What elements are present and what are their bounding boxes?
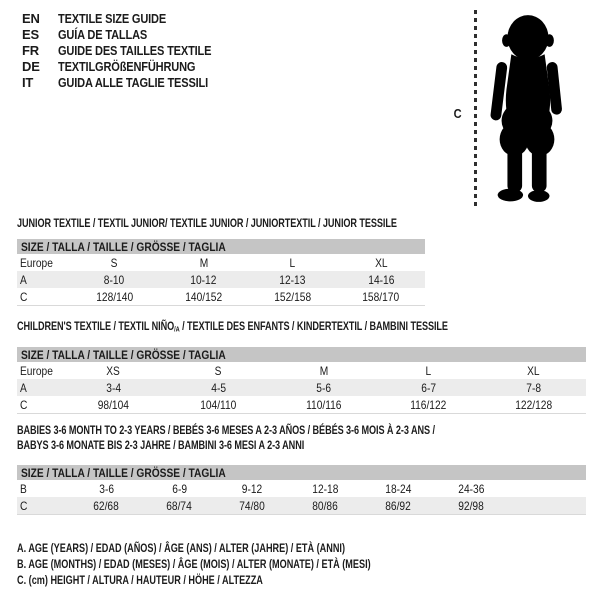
table-cell: 152/158 (274, 289, 311, 304)
language-code: ES (22, 27, 39, 42)
language-code: FR (22, 43, 39, 58)
table-cell: 5-6 (271, 379, 376, 396)
row-label: A (17, 271, 70, 288)
language-row (22, 27, 163, 43)
table-cell: XS (106, 363, 121, 378)
table-cell: 110/116 (305, 397, 342, 412)
table-cell: 6-7 (376, 379, 481, 396)
row-label: Europe (20, 363, 53, 378)
table-cell: M (319, 363, 328, 378)
row-label: Europe (20, 255, 53, 270)
table-cell: 116/122 (410, 397, 447, 412)
table-cell: 158/170 (362, 289, 400, 304)
table-cell: 6-9 (172, 481, 187, 496)
table-cell-spacer (508, 480, 586, 497)
table-cell: 80/86 (289, 497, 362, 515)
language-row (22, 75, 235, 91)
row-label: C (20, 397, 28, 412)
babies-title-line1: BABIES 3-6 MONTH TO 2-3 YEARS / BEBÉS 3-6 MESES A 2-3 AÑOS / BÉBÉS 3-6 MOIS À 2-3 ANS / (17, 423, 435, 437)
table-cell: L (289, 255, 296, 270)
table-cell: 98/104 (97, 397, 130, 412)
table-cell: 14-16 (337, 271, 425, 288)
babies-title-line2: BABYS 3-6 MONATE BIS 2-3 JAHRE / BAMBINI 3-6 MESI A 2-3 ANNI (17, 438, 305, 452)
table-cell: 24-36 (458, 481, 485, 496)
table-cell: 8-10 (70, 271, 159, 288)
note-b: B. AGE (MONTHS) / EDAD (MESES) / ÂGE (MOIS) / ALTER (MONATE) / ETÀ (MESI) (17, 557, 371, 571)
language-row (22, 43, 238, 59)
table-cell: S (215, 363, 222, 378)
junior-size-table (17, 239, 425, 306)
row-label: C (17, 497, 70, 515)
language-code: EN (22, 11, 40, 26)
table-row-age (17, 379, 586, 396)
table-cell: 12-13 (248, 271, 337, 288)
row-label: A (17, 379, 61, 396)
table-cell: M (199, 255, 208, 270)
children-table-title (17, 319, 584, 336)
table-cell: 3-4 (61, 379, 166, 396)
note-a: A. AGE (YEARS) / EDAD (AÑOS) / ÂGE (ANS) / ALTER (JAHRE) / ETÀ (ANNI) (17, 541, 345, 555)
table-cell: 122/128 (515, 397, 552, 412)
table-cell: 7-8 (481, 379, 586, 396)
size-header-row (17, 465, 586, 480)
title-pre: CHILDREN'S TEXTILE / TEXTIL NIÑO (17, 319, 175, 333)
table-cell: 3-6 (99, 481, 114, 496)
table-cell: 18-24 (385, 481, 412, 496)
size-header-bar: SIZE / TALLA / TAILLE / GRÖSSE / TAGLIA (17, 465, 586, 480)
language-label: GUIDA ALLE TAGLIE TESSILI (58, 75, 209, 90)
junior-table-title (17, 216, 517, 231)
table-cell-spacer (508, 497, 586, 515)
language-label: TEXTILGRÖßENFÜHRUNG (58, 59, 196, 74)
title-post: / TEXTILE DES ENFANTS / KINDERTEXTIL / BAMBINI TESSILE (179, 319, 448, 333)
note-c: C. (cm) HEIGHT / ALTURA / HAUTEUR / HÖHE / ALTEZZA (17, 573, 263, 587)
table-cell: XL (374, 255, 388, 270)
table-cell: 62/68 (70, 497, 143, 515)
language-row (22, 59, 220, 75)
table-cell: 10-12 (159, 271, 248, 288)
table-cell: XL (527, 363, 540, 378)
table-row-age (17, 271, 425, 288)
size-header-bar: SIZE / TALLA / TAILLE / GRÖSSE / TAGLIA (17, 239, 425, 254)
table-cell: 140/152 (185, 289, 222, 304)
title-sub: /A (174, 324, 180, 334)
height-measure-label: C (453, 106, 462, 121)
table-row-height (17, 497, 586, 515)
table-cell: 12-18 (312, 481, 339, 496)
table-cell: 104/110 (200, 397, 237, 412)
children-table-title-text (17, 319, 448, 336)
table-cell: 74/80 (216, 497, 289, 515)
junior-table-title-text: JUNIOR TEXTILE / TEXTIL JUNIOR/ TEXTILE JUNIOR / JUNIORTEXTIL / JUNIOR TESSILE (17, 216, 397, 230)
language-row (22, 11, 185, 27)
table-cell: 68/74 (143, 497, 216, 515)
children-size-table (17, 347, 586, 414)
baby-silhouette-icon (483, 10, 571, 208)
babies-size-table (17, 465, 586, 515)
table-row-months (17, 480, 586, 497)
babies-table-title (17, 423, 567, 453)
size-header-row (17, 347, 586, 362)
language-label: TEXTILE SIZE GUIDE (58, 11, 167, 26)
row-label: C (20, 289, 28, 304)
language-label: GUÍA DE TALLAS (58, 27, 148, 42)
size-header-row (17, 239, 425, 254)
language-code: IT (22, 75, 34, 90)
table-row-europe (17, 362, 586, 379)
table-cell: 4-5 (166, 379, 271, 396)
table-cell: S (111, 255, 118, 270)
table-cell: 9-12 (242, 481, 263, 496)
size-header-bar: SIZE / TALLA / TAILLE / GRÖSSE / TAGLIA (17, 347, 586, 362)
language-code: DE (22, 59, 40, 74)
table-cell: 128/140 (96, 289, 133, 304)
table-cell: 86/92 (362, 497, 435, 515)
table-cell: L (425, 363, 432, 378)
table-row-europe (17, 254, 425, 271)
legend-notes (17, 540, 482, 588)
table-row-height (17, 396, 586, 414)
height-measure-dotted-line (474, 10, 477, 208)
table-row-height (17, 288, 425, 306)
row-label: B (20, 481, 27, 496)
table-cell: 92/98 (435, 497, 508, 515)
language-label: GUIDE DES TAILLES TEXTILE (58, 43, 212, 58)
